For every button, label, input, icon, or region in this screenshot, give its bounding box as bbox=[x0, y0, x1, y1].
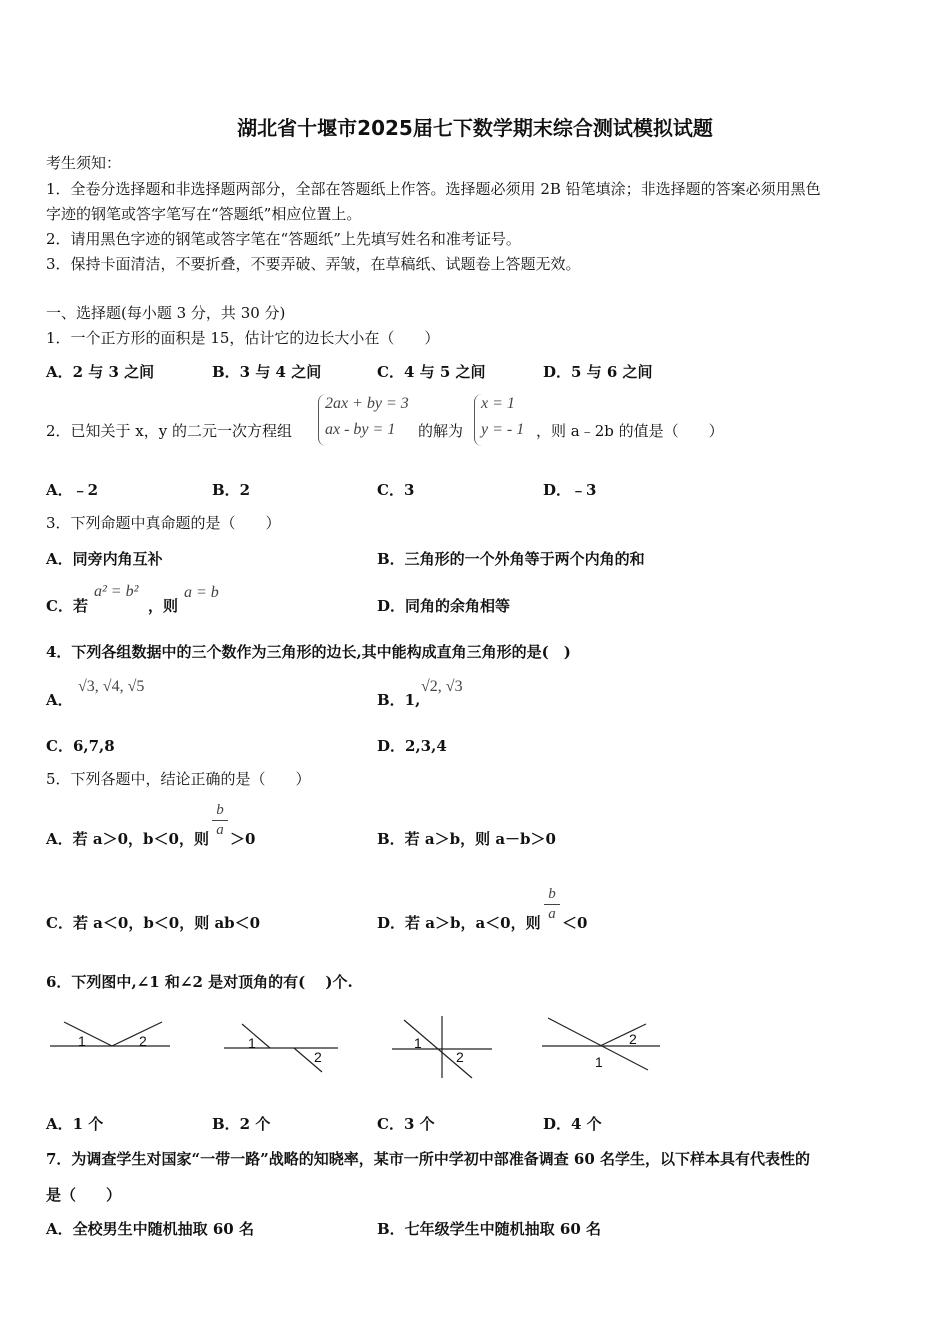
q5-option-d-post: ＜0 bbox=[562, 914, 588, 932]
q3-option-c-math1: a² = b² bbox=[94, 583, 139, 600]
q2-solution-1: x = 1 bbox=[481, 395, 515, 412]
q3-stem: 3．下列命题中真命题的是（ ） bbox=[46, 514, 281, 532]
q6-option-c: C．3 个 bbox=[377, 1115, 435, 1133]
q2-stem-mid: 的解为 bbox=[418, 422, 464, 440]
q5-option-d-denominator: a bbox=[548, 906, 556, 922]
notice-line-2: 2．请用黑色字迹的钢笔或答字笔在“答题纸”上先填写姓名和准考证号。 bbox=[46, 230, 521, 248]
q2-stem-post: ，则 a﹣2b 的值是（ ） bbox=[536, 422, 724, 440]
q6-figure-4 bbox=[540, 1012, 664, 1076]
q1-option-c: C．4 与 5 之间 bbox=[377, 363, 486, 381]
q5-option-a-denominator: a bbox=[216, 822, 224, 838]
q6-fig2-angle-1: 1 bbox=[248, 1035, 256, 1051]
q2-option-d: D．﹣3 bbox=[543, 481, 597, 499]
q5-option-a-pre: A．若 a＞0，b＜0，则 bbox=[46, 830, 209, 848]
q3-option-a: A．同旁内角互补 bbox=[46, 550, 163, 568]
q2-equation-system bbox=[318, 394, 419, 446]
q6-figure-3 bbox=[390, 1014, 500, 1080]
q6-figure-1 bbox=[46, 1010, 176, 1070]
notice-line-1b: 字迹的钢笔或答字笔写在“答题纸”相应位置上。 bbox=[46, 205, 362, 223]
q4-option-a-math: √3, √4, √5 bbox=[78, 678, 145, 695]
q6-fig1-angle-2: 2 bbox=[139, 1033, 147, 1049]
q5-option-d-fraction bbox=[544, 886, 560, 923]
section-heading: 一、选择题(每小题 3 分，共 30 分) bbox=[46, 304, 286, 322]
q5-option-a-post: ＞0 bbox=[230, 830, 256, 848]
q4-option-d: D．2,3,4 bbox=[377, 737, 447, 755]
q2-option-c: C．3 bbox=[377, 481, 415, 499]
q5-option-a-numerator: b bbox=[216, 802, 224, 818]
q6-fig3-angle-2: 2 bbox=[456, 1049, 464, 1065]
q4-stem: 4．下列各组数据中的三个数作为三角形的边长,其中能构成直角三角形的是( ) bbox=[46, 643, 571, 661]
q2-equation-2: ax - by = 1 bbox=[325, 421, 396, 438]
q5-option-b: B．若 a＞b，则 a－b＞0 bbox=[377, 830, 556, 848]
q5-option-a-fraction bbox=[212, 802, 228, 839]
q3-option-c-mid: ，则 bbox=[148, 597, 179, 615]
q1-option-a: A．2 与 3 之间 bbox=[46, 363, 155, 381]
notice-header: 考生须知： bbox=[46, 154, 122, 172]
q3-option-b: B．三角形的一个外角等于两个内角的和 bbox=[377, 550, 645, 568]
q7-stem-line-1: 7．为调查学生对国家“一带一路”战略的知晓率，某市一所中学初中部准备调查 60 名学生，以下样本具有代表性的 bbox=[46, 1150, 811, 1168]
q1-option-d: D．5 与 6 之间 bbox=[543, 363, 653, 381]
q4-option-b-math: √2, √3 bbox=[421, 678, 463, 695]
q6-fig1-angle-1: 1 bbox=[78, 1033, 86, 1049]
notice-line-1a: 1．全卷分选择题和非选择题两部分，全部在答题纸上作答。选择题必须用 2B 铅笔填涂；非选择题的答案必须用黑色 bbox=[46, 180, 821, 198]
q3-option-c-pre: C．若 bbox=[46, 597, 88, 615]
notice-line-3: 3．保持卡面清洁，不要折叠，不要弄破、弄皱，在草稿纸、试题卷上答题无效。 bbox=[46, 255, 581, 273]
q2-option-b: B．2 bbox=[212, 481, 251, 499]
q2-solution-2: y = - 1 bbox=[481, 421, 525, 438]
q3-option-d: D．同角的余角相等 bbox=[377, 597, 511, 615]
q6-option-d: D．4 个 bbox=[543, 1115, 602, 1133]
q6-fig4-angle-2: 2 bbox=[629, 1031, 637, 1047]
q2-solution-system bbox=[474, 394, 537, 446]
q5-option-d-numerator: b bbox=[548, 886, 556, 902]
q2-stem-pre: 2．已知关于 x，y 的二元一次方程组 bbox=[46, 422, 293, 440]
q6-fig2-angle-2: 2 bbox=[314, 1049, 322, 1065]
q2-equation-1: 2ax + by = 3 bbox=[325, 395, 409, 412]
q6-figure-2 bbox=[222, 1018, 346, 1078]
q6-fig4-angle-1: 1 bbox=[595, 1054, 603, 1070]
q6-stem: 6．下列图中,∠1 和∠2 是对顶角的有( )个. bbox=[46, 973, 353, 991]
q3-option-c-math2: a = b bbox=[184, 584, 219, 601]
q6-option-b: B．2 个 bbox=[212, 1115, 271, 1133]
q1-stem: 1．一个正方形的面积是 15，估计它的边长大小在（ ） bbox=[46, 329, 440, 347]
q5-option-c: C．若 a＜0，b＜0，则 ab＜0 bbox=[46, 914, 261, 932]
q6-option-a: A．1 个 bbox=[46, 1115, 104, 1133]
q4-option-b-label: B．1, bbox=[377, 691, 421, 709]
q7-stem-line-2: 是（ ） bbox=[46, 1186, 122, 1204]
q6-fig3-angle-1: 1 bbox=[414, 1035, 422, 1051]
q4-option-c: C．6,7,8 bbox=[46, 737, 115, 755]
q4-option-a-label: A． bbox=[46, 691, 73, 709]
q5-option-d-pre: D．若 a＞b，a＜0，则 bbox=[377, 914, 541, 932]
q7-option-b: B．七年级学生中随机抽取 60 名 bbox=[377, 1220, 601, 1238]
q1-option-b: B．3 与 4 之间 bbox=[212, 363, 322, 381]
page-title: 湖北省十堰市2025届七下数学期末综合测试模拟试题 bbox=[237, 116, 713, 140]
q7-option-a: A．全校男生中随机抽取 60 名 bbox=[46, 1220, 254, 1238]
q5-stem: 5．下列各题中，结论正确的是（ ） bbox=[46, 770, 311, 788]
q2-option-a: A．﹣2 bbox=[46, 481, 99, 499]
